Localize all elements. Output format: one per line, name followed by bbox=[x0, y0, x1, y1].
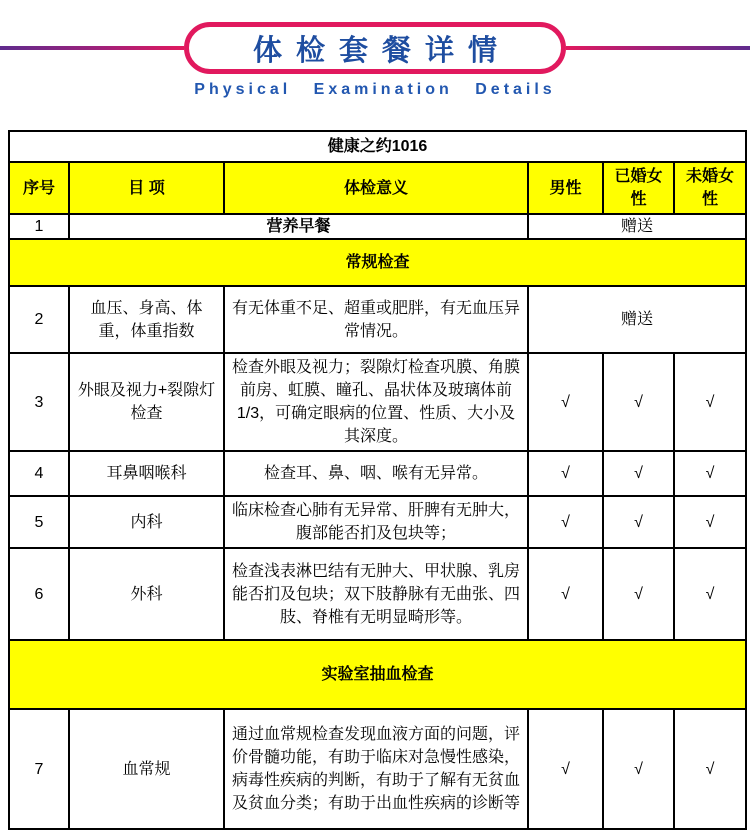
col-header-no: 序号 bbox=[9, 162, 69, 214]
check-married-female: √ bbox=[603, 451, 674, 496]
banner bbox=[0, 22, 750, 74]
col-header-married-female: 已婚女性 bbox=[603, 162, 674, 214]
decor-line-left bbox=[0, 46, 184, 50]
meaning-cell: 通过血常规检查发现血液方面的问题，评价骨髓功能，有助于临床对急慢性感染，病毒性疾病的判断，有助于了解有无贫血及贫血分类；有助于出血性疾病的诊断等 bbox=[224, 709, 528, 829]
check-married-female: √ bbox=[603, 548, 674, 640]
table-row bbox=[9, 214, 746, 239]
section-header-row bbox=[9, 239, 746, 286]
item-cell: 外科 bbox=[69, 548, 224, 640]
item-cell: 血常规 bbox=[69, 709, 224, 829]
col-header-male: 男性 bbox=[528, 162, 603, 214]
page-subtitle: Physical Examination Details bbox=[194, 81, 556, 98]
check-unmarried-female: √ bbox=[674, 496, 746, 548]
check-married-female: √ bbox=[603, 496, 674, 548]
row-no: 2 bbox=[9, 286, 69, 353]
check-male: √ bbox=[528, 496, 603, 548]
check-unmarried-female: √ bbox=[674, 451, 746, 496]
table-row bbox=[9, 286, 746, 353]
table-row bbox=[9, 451, 746, 496]
decor-line-right bbox=[566, 46, 750, 50]
meaning-cell: 检查浅表淋巴结有无肿大、甲状腺、乳房能否扪及包块；双下肢静脉有无曲张、四肢、脊椎有无明显畸形等。 bbox=[224, 548, 528, 640]
check-unmarried-female: √ bbox=[674, 353, 746, 451]
table-row bbox=[9, 496, 746, 548]
col-header-unmarried-female: 未婚女性 bbox=[674, 162, 746, 214]
meaning-cell: 检查耳、鼻、咽、喉有无异常。 bbox=[224, 451, 528, 496]
page-title: 体检套餐详情 bbox=[252, 34, 511, 67]
section-header-row bbox=[9, 640, 746, 709]
row-no: 5 bbox=[9, 496, 69, 548]
table-row bbox=[9, 709, 746, 829]
meaning-cell: 检查外眼及视力；裂隙灯检查巩膜、角膜前房、虹膜、瞳孔、晶状体及玻璃体前1/3，可确定眼病的位置、性质、大小及其深度。 bbox=[224, 353, 528, 451]
table-row bbox=[9, 548, 746, 640]
col-header-meaning: 体检意义 bbox=[224, 162, 528, 214]
row-no: 6 bbox=[9, 548, 69, 640]
banner-pill bbox=[184, 22, 566, 74]
table-row bbox=[9, 353, 746, 451]
package-title-row bbox=[9, 131, 746, 162]
row-no: 1 bbox=[9, 214, 69, 239]
row-no: 3 bbox=[9, 353, 69, 451]
check-unmarried-female: √ bbox=[674, 709, 746, 829]
status-cell: 赠送 bbox=[528, 286, 746, 353]
row-no: 7 bbox=[9, 709, 69, 829]
item-cell: 血压、身高、体重，体重指数 bbox=[69, 286, 224, 353]
check-unmarried-female: √ bbox=[674, 548, 746, 640]
status-cell: 赠送 bbox=[528, 214, 746, 239]
item-cell: 营养早餐 bbox=[69, 214, 528, 239]
package-title: 健康之约1016 bbox=[9, 131, 746, 162]
check-male: √ bbox=[528, 353, 603, 451]
check-married-female: √ bbox=[603, 709, 674, 829]
col-header-item: 目 项 bbox=[69, 162, 224, 214]
check-male: √ bbox=[528, 451, 603, 496]
item-cell: 内科 bbox=[69, 496, 224, 548]
check-married-female: √ bbox=[603, 353, 674, 451]
table-header-row bbox=[9, 162, 746, 214]
meaning-cell: 临床检查心肺有无异常、肝脾有无肿大，腹部能否扪及包块等； bbox=[224, 496, 528, 548]
check-male: √ bbox=[528, 709, 603, 829]
row-no: 4 bbox=[9, 451, 69, 496]
item-cell: 外眼及视力+裂隙灯检查 bbox=[69, 353, 224, 451]
item-cell: 耳鼻咽喉科 bbox=[69, 451, 224, 496]
check-male: √ bbox=[528, 548, 603, 640]
section-label: 常规检查 bbox=[9, 239, 746, 286]
exam-package-table bbox=[8, 130, 747, 830]
section-label: 实验室抽血检查 bbox=[9, 640, 746, 709]
meaning-cell: 有无体重不足、超重或肥胖，有无血压异常情况。 bbox=[224, 286, 528, 353]
